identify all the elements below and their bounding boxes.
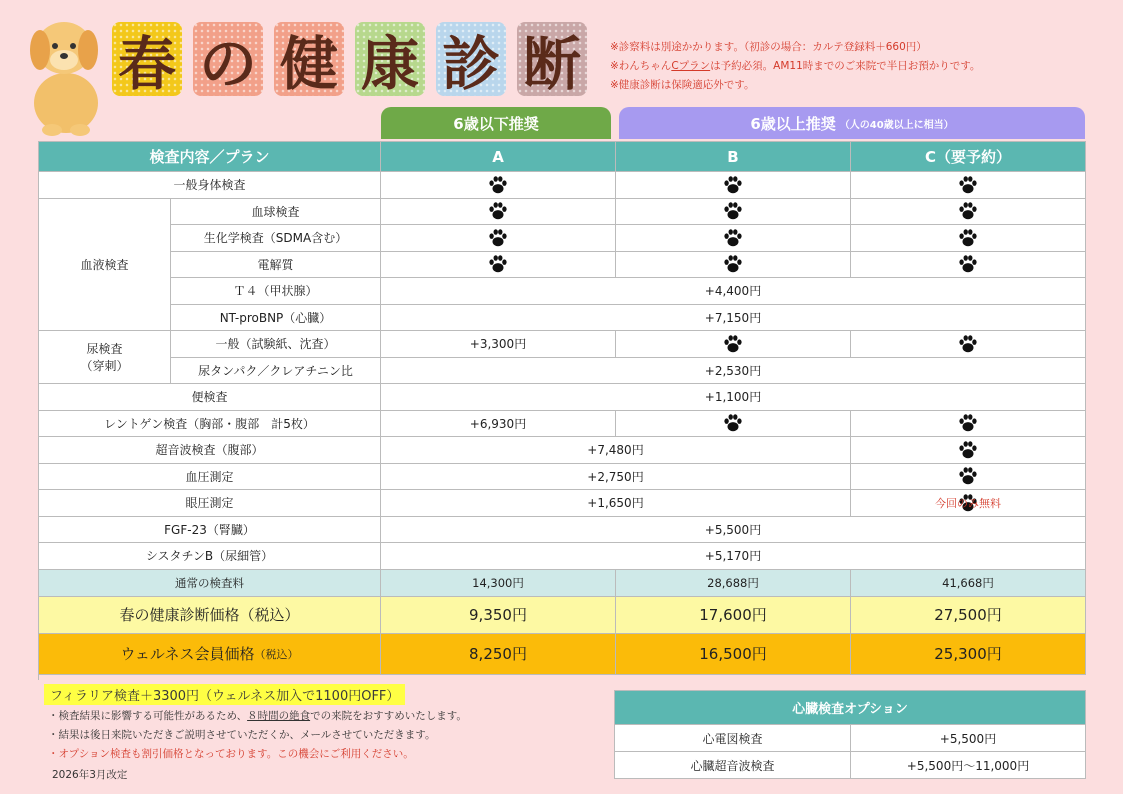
header-b: B (616, 142, 851, 172)
paw-icon (957, 174, 979, 196)
mark-cell (616, 331, 851, 358)
row-label: Ｔ４（甲状腺） (171, 278, 381, 305)
paw-icon (957, 227, 979, 249)
option-price: +5,500円～11,000円 (851, 752, 1086, 779)
normal-price-a: 14,300円 (381, 570, 616, 597)
price-cell: +6,930円 (381, 411, 616, 438)
wellness-price-a: 8,250円 (381, 634, 616, 675)
header-plan: 検査内容／プラン (39, 142, 381, 172)
footer-text: での来院をおすすめいたします。 (310, 710, 467, 722)
mark-cell (851, 172, 1086, 199)
row-label: レントゲン検査（胸部・腹部 計5枚） (39, 411, 381, 438)
mark-cell (381, 199, 616, 226)
price-cell: +1,650円 (381, 490, 851, 517)
spring-price-a: 9,350円 (381, 597, 616, 634)
band-under6 (381, 107, 611, 139)
price-cell: +5,500円 (381, 517, 1086, 544)
mark-cell (851, 437, 1086, 464)
mark-cell (381, 172, 616, 199)
mark-cell (616, 172, 851, 199)
mark-cell (616, 225, 851, 252)
title-char: 診 (436, 22, 506, 96)
group-label (39, 331, 171, 384)
option-label: 心臓超音波検査 (615, 752, 851, 779)
group-label: 血液検査 (39, 199, 171, 332)
price-cell: +7,480円 (381, 437, 851, 464)
price-cell: +3,300円 (381, 331, 616, 358)
paw-icon (722, 333, 744, 355)
exam-table (38, 141, 1086, 680)
paw-icon (487, 227, 509, 249)
price-cell: +7,150円 (381, 305, 1086, 332)
paw-icon (957, 333, 979, 355)
note-line (610, 57, 980, 76)
row-label: FGF-23（腎臓） (39, 517, 381, 544)
paw-icon (957, 465, 979, 487)
row-label: 超音波検査（腹部） (39, 437, 381, 464)
paw-icon (722, 200, 744, 222)
price-cell: +4,400円 (381, 278, 1086, 305)
paw-icon (487, 174, 509, 196)
row-label: 血球検査 (171, 199, 381, 226)
mark-cell (381, 225, 616, 252)
row-label: シスタチンB（尿細管） (39, 543, 381, 570)
footer-text: ・検査結果に影響する可能性があるため、 (48, 710, 248, 722)
option-table (614, 690, 1086, 779)
note-underline: Cプラン (671, 60, 711, 72)
mark-cell (851, 252, 1086, 279)
title-char: 康 (355, 22, 425, 96)
paw-icon (957, 253, 979, 275)
mark-cell (616, 411, 851, 438)
title-char: 断 (517, 22, 587, 96)
mark-cell (616, 252, 851, 279)
filaria-note: フィラリア検査＋3300円（ウェルネス加入で1100円OFF） (44, 684, 405, 705)
spring-price-c: 27,500円 (851, 597, 1086, 634)
row-label: NT-proBNP（心臓） (171, 305, 381, 332)
footer-note: ・オプション検査も割引価格となっております。この機会にご利用ください。 (48, 748, 414, 760)
paw-icon (957, 412, 979, 434)
wellness-price-c: 25,300円 (851, 634, 1086, 675)
row-label: 尿タンパク／クレアチニン比 (171, 358, 381, 385)
normal-price-b: 28,688円 (616, 570, 851, 597)
footer-underline: ８時間の絶食 (247, 710, 311, 722)
spring-label: 春の健康診断価格（税込） (39, 597, 381, 634)
spring-price-b: 17,600円 (616, 597, 851, 634)
note-line: ※診察料は別途かかります。（初診の場合：カルテ登録料＋660円） (610, 41, 927, 53)
row-label: 眼圧測定 (39, 490, 381, 517)
paw-icon (957, 200, 979, 222)
normal-label: 通常の検査料 (39, 570, 381, 597)
price-cell: +2,750円 (381, 464, 851, 491)
row-label: 電解質 (171, 252, 381, 279)
footer-note: ・結果は後日来院いただきご説明させていただくか、メールさせていただきます。 (48, 729, 436, 741)
footer-note (48, 708, 467, 723)
paw-icon (487, 200, 509, 222)
note-line: ※健康診断は保険適応外です。 (610, 79, 755, 91)
row-label: 便検査 (39, 384, 381, 411)
group-label-line: （穿刺） (80, 359, 129, 373)
band-sub: （人の40歳以上に相当） (839, 119, 954, 131)
group-label-line: 尿検査 (86, 342, 123, 356)
mark-cell (851, 225, 1086, 252)
band-label: 6歳以下推奨 (453, 114, 539, 133)
free-note: 今回のみ無料 (935, 496, 1001, 510)
wellness-label (39, 634, 381, 675)
wellness-price-b: 16,500円 (616, 634, 851, 675)
band-over6 (619, 107, 1085, 139)
note-text: は予約必須。AM11時までのご来院で半日お預かりです。 (710, 60, 981, 72)
revised-date: 2026年3月改定 (52, 769, 128, 781)
wellness-label-text: ウェルネス会員価格 (120, 645, 255, 663)
band-label: 6歳以上推奨 (750, 114, 836, 133)
price-cell: +2,530円 (381, 358, 1086, 385)
price-cell: +1,100円 (381, 384, 1086, 411)
paw-icon (722, 227, 744, 249)
mark-cell (851, 331, 1086, 358)
mark-cell (851, 411, 1086, 438)
row-label: 生化学検査（SDMA含む） (171, 225, 381, 252)
mark-cell (851, 490, 1086, 517)
row-label: 血圧測定 (39, 464, 381, 491)
paw-icon (722, 174, 744, 196)
option-price: +5,500円 (851, 725, 1086, 752)
paw-icon (957, 439, 979, 461)
title-char: 健 (274, 22, 344, 96)
paw-icon (722, 412, 744, 434)
note-text: ※わんちゃん (610, 60, 672, 72)
paw-icon (722, 253, 744, 275)
title-char: 春 (112, 22, 182, 96)
normal-price-c: 41,668円 (851, 570, 1086, 597)
title-char: の (193, 22, 263, 96)
mark-cell (381, 252, 616, 279)
wellness-suffix: （税込） (254, 647, 299, 661)
mark-cell (851, 464, 1086, 491)
header-c: C（要予約） (851, 142, 1086, 172)
notes (610, 38, 980, 95)
mark-cell (851, 199, 1086, 226)
paw-icon (487, 253, 509, 275)
header-a: A (381, 142, 616, 172)
option-label: 心電図検査 (615, 725, 851, 752)
option-title: 心臓検査オプション (615, 691, 1086, 725)
row-label: 一般身体検査 (39, 172, 381, 199)
price-cell: +5,170円 (381, 543, 1086, 570)
mark-cell (616, 199, 851, 226)
dog-icon (14, 8, 114, 138)
row-label: 一般（試験紙、沈査） (171, 331, 381, 358)
